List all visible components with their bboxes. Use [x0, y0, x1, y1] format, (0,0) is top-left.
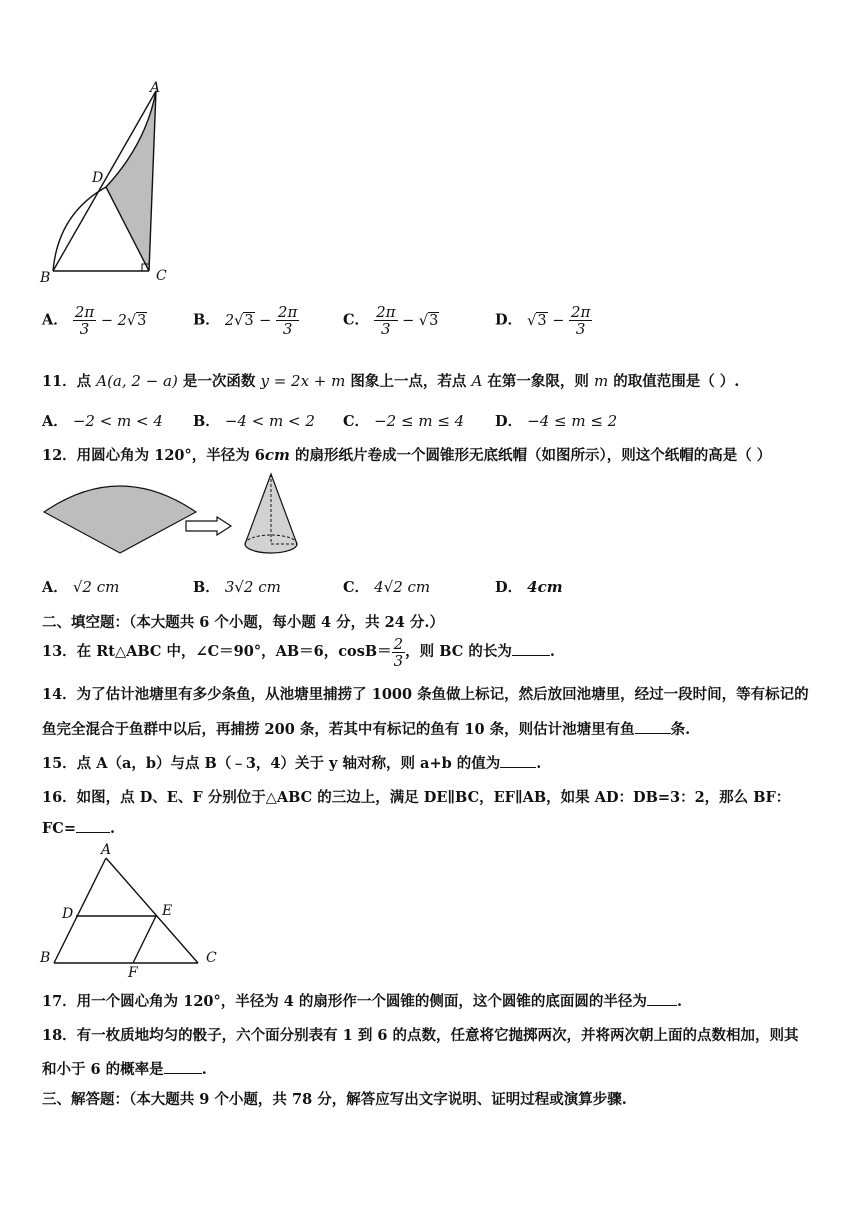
q15-pre: 15．点 A（a，b）与点 B（﹣3，4）关于 y 轴对称，则 a+b 的值为 — [42, 755, 501, 772]
q13-fraction — [392, 636, 406, 669]
q13-num: 2 — [393, 634, 404, 653]
option-letter: B． — [193, 413, 220, 430]
q16-figure — [40, 844, 230, 984]
q14-line2 — [42, 718, 690, 739]
q11-point: A(a, 2 − a) — [96, 372, 178, 390]
q10-option-d[interactable] — [495, 304, 592, 337]
q10-label-c: C — [156, 268, 167, 284]
q11-stem-post: 图象上一点，若点 — [345, 373, 472, 390]
section3-heading: 三、解答题：（本大题共 9 个小题，共 78 分，解答应写出文字说明、证明过程或演算步骤. — [42, 1091, 627, 1108]
q11-option-c-text: −2 ≤ m ≤ 4 — [374, 412, 465, 430]
q10-label-d: D — [92, 170, 104, 186]
q10-option-c-math: $\frac{2\pi}{3}$ − √3 — [376, 303, 439, 338]
option-letter: B． — [193, 311, 220, 329]
q11-option-c[interactable] — [343, 410, 464, 431]
q11-stem-post2: 在第一象限，则 — [482, 373, 594, 390]
option-letter: D． — [495, 311, 523, 329]
q10-option-a[interactable] — [42, 304, 147, 337]
q17-answer-blank[interactable] — [647, 1005, 677, 1006]
option-letter: D． — [495, 413, 523, 430]
q10-option-b[interactable] — [193, 304, 299, 337]
q11-func: y = 2x + m — [260, 372, 346, 390]
q12-option-b[interactable] — [193, 576, 281, 597]
q12-stem-a: 12．用圆心角为 120°，半径为 6 — [42, 447, 265, 464]
q16-label-a: A — [101, 842, 112, 858]
option-letter: C． — [343, 413, 370, 430]
option-letter: A． — [42, 311, 68, 329]
q12-option-a-text: √2 cm — [72, 578, 120, 596]
q15-answer-blank[interactable] — [500, 767, 536, 768]
q13-answer-blank[interactable] — [512, 655, 550, 656]
q16-line2-pre: FC= — [42, 820, 76, 837]
q12-stem — [42, 444, 771, 465]
q16-label-d: D — [62, 906, 74, 922]
q12-option-c-text: 4√2 cm — [374, 578, 431, 596]
option-letter: D． — [495, 579, 523, 596]
q18-line2-pre: 和小于 6 的概率是 — [42, 1061, 164, 1078]
q16-label-e: E — [162, 903, 173, 919]
q14-answer-blank[interactable] — [635, 733, 671, 734]
q10-label-a: A — [150, 80, 161, 96]
option-letter: C． — [343, 579, 370, 596]
q18-answer-blank[interactable] — [164, 1073, 202, 1074]
section2-heading: 二、填空题：（本大题共 6 个小题，每小题 4 分，共 24 分.） — [42, 614, 444, 631]
q10-option-b-math: 2√3 − $\frac{2\pi}{3}$ — [224, 303, 298, 338]
q17 — [42, 990, 682, 1011]
q12-option-d-text: 4cm — [527, 578, 563, 596]
q12-option-c[interactable] — [343, 576, 430, 597]
q13-post: ，则 BC 的长为 — [405, 643, 512, 660]
q16-label-b: B — [40, 950, 51, 966]
q11-option-d[interactable] — [495, 410, 617, 431]
option-letter: A． — [42, 579, 68, 596]
q11-stem-mid: 是一次函数 — [177, 373, 261, 390]
q10-option-d-math: √3 − $\frac{2\pi}{3}$ — [527, 303, 591, 338]
q16-line2 — [42, 820, 115, 837]
q16-answer-blank[interactable] — [76, 832, 110, 833]
q12-option-b-text: 3√2 cm — [224, 578, 281, 596]
q15 — [42, 752, 541, 773]
q11-point-a: A — [471, 372, 483, 390]
q17-end: . — [676, 993, 682, 1010]
q11-stem — [42, 370, 739, 391]
option-letter: B． — [193, 579, 220, 596]
q11-option-b[interactable] — [193, 410, 315, 431]
q13-den: 3 — [393, 651, 404, 670]
q12-arrow — [185, 516, 233, 536]
q12-option-d[interactable] — [495, 576, 563, 597]
q18-line2-end: . — [201, 1061, 207, 1078]
q14-line2-pre: 鱼完全混合于鱼群中以后，再捕捞 200 条，若其中有标记的鱼有 10 条，则估计池塘里有鱼 — [42, 721, 635, 738]
option-letter: C． — [343, 311, 370, 329]
q17-pre: 17．用一个圆心角为 120°，半径为 4 的扇形作一个圆锥的侧面，这个圆锥的底面圆的半径为 — [42, 993, 647, 1010]
q10-option-c[interactable] — [343, 304, 439, 337]
q12-cone-figure — [242, 472, 300, 560]
q11-option-a-text: −2 < m < 4 — [72, 412, 163, 430]
q14-line1: 14．为了估计池塘里有多少条鱼，从池塘里捕捞了 1000 条鱼做上标记，然后放回池塘里，经过一段时间，等有标记的 — [42, 686, 809, 703]
q11-option-d-text: −4 ≤ m ≤ 2 — [527, 412, 618, 430]
q13-pre: 13．在 Rt△ABC 中，∠C＝90°，AB＝6，cosB＝ — [42, 643, 392, 660]
q14-line2-end: 条. — [670, 721, 691, 738]
q11-m: m — [593, 372, 609, 390]
q12-stem-b: 的扇形纸片卷成一个圆锥形无底纸帽（如图所示），则这个纸帽的高是（ ） — [289, 447, 772, 464]
q10-figure — [36, 80, 167, 286]
q10-label-b: B — [40, 270, 51, 286]
q12-sector-figure — [40, 472, 200, 557]
q18-line2 — [42, 1058, 207, 1079]
q16-label-c: C — [206, 950, 217, 966]
q12-unit: cm — [264, 446, 290, 464]
q18-line1: 18．有一枚质地均匀的骰子，六个面分别表有 1 到 6 的点数，任意将它抛掷两次，并将两次朝上面的点数相加，则其 — [42, 1027, 799, 1044]
q13 — [42, 634, 555, 670]
q11-option-b-text: −4 < m < 2 — [224, 412, 315, 430]
q12-option-a[interactable] — [42, 576, 119, 597]
option-letter: A． — [42, 413, 68, 430]
q11-option-a[interactable] — [42, 410, 163, 431]
q16-line1: 16．如图，点 D、E、F 分别位于△ABC 的三边上，满足 DE∥BC，EF∥AB，如果 AD：DB=3：2，那么 BF： — [42, 789, 791, 806]
q16-label-f: F — [128, 965, 138, 981]
q10-option-a-math: $\frac{2\pi}{3}$ − 2√3 — [74, 303, 147, 338]
q11-stem-end: 的取值范围是（ ）. — [608, 373, 740, 390]
q11-stem-pre: 11．点 — [42, 373, 97, 390]
q13-end: . — [549, 643, 555, 660]
q15-end: . — [536, 755, 542, 772]
q16-line2-end: . — [109, 820, 116, 837]
